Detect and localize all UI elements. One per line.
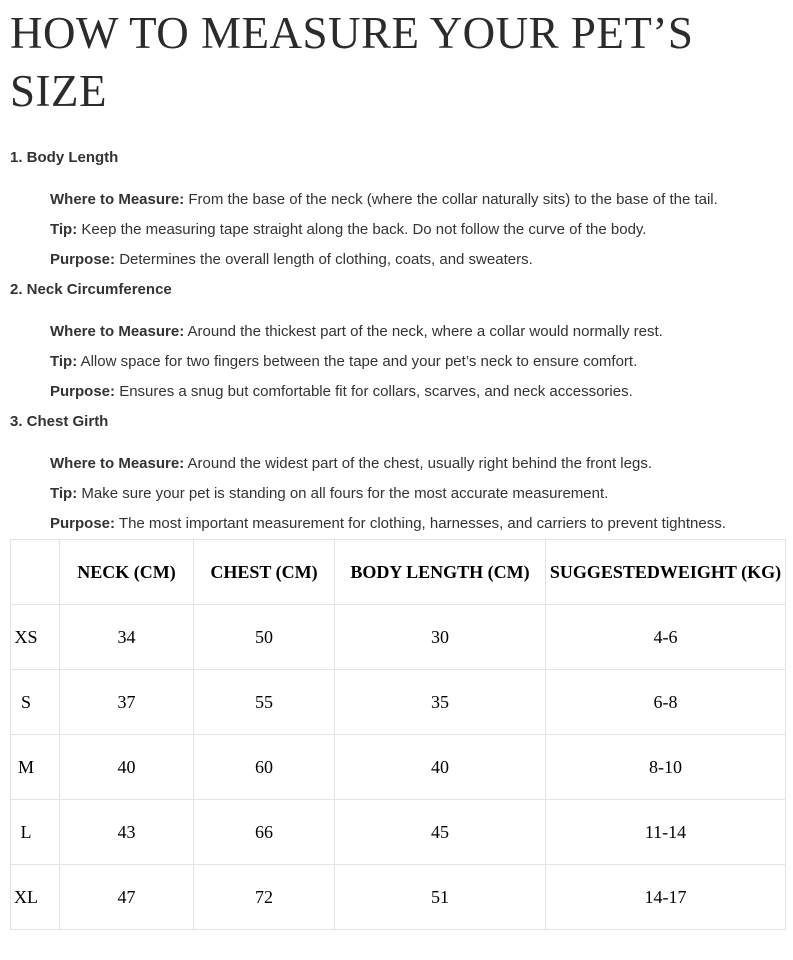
section-heading: 3. Chest Girth [10,413,109,430]
measurement-item-text [50,483,783,504]
measurement-item [50,453,783,474]
item-label: Purpose: [50,251,116,268]
size-row [11,670,786,735]
size-value: 45 [335,800,546,865]
section-item-list [10,189,783,270]
measurement-item-text [50,351,783,372]
item-label: Tip: [50,485,78,502]
size-row [11,735,786,800]
size-chart-body [11,605,786,930]
size-value: 34 [60,605,194,670]
measurement-item-text [50,219,783,240]
measurement-item [50,351,783,372]
size-row [11,865,786,930]
measurement-item-text [50,453,783,474]
column-header: BODY LENGTH (CM) [335,540,546,605]
item-label: Purpose: [50,515,116,532]
size-value: 37 [60,670,194,735]
item-description: Around the widest part of the chest, usually right behind the front legs. [187,455,652,472]
size-value: 60 [194,735,335,800]
size-value: 55 [194,670,335,735]
size-value: 11-14 [546,800,786,865]
size-label: M [11,735,60,800]
size-chart-table [10,539,786,930]
page-title: HOW TO MEASURE YOUR PET’S SIZE [10,8,694,116]
measurement-sections [10,147,783,534]
column-header: SUGGESTEDWEIGHT (KG) [546,540,786,605]
item-description: From the base of the neck (where the collar naturally sits) to the base of the tail. [188,191,718,208]
section-item-list [10,321,783,402]
measurement-item [50,219,783,240]
size-column-header-empty [11,540,60,605]
measurement-item [50,381,783,402]
item-description: Keep the measuring tape straight along the back. Do not follow the curve of the body. [81,221,647,238]
item-description: Ensures a snug but comfortable fit for collars, scarves, and neck accessories. [119,383,633,400]
size-label: L [11,800,60,865]
column-header: NECK (CM) [60,540,194,605]
size-value: 14-17 [546,865,786,930]
size-value: 51 [335,865,546,930]
size-value: 4-6 [546,605,786,670]
size-label: XL [11,865,60,930]
item-label: Purpose: [50,383,116,400]
item-description: Allow space for two fingers between the tape and your pet’s neck to ensure comfort. [80,353,638,370]
size-value: 40 [335,735,546,800]
item-description: Determines the overall length of clothing, coats, and sweaters. [119,251,533,268]
item-label: Where to Measure: [50,191,185,208]
size-value: 35 [335,670,546,735]
measurement-item [50,249,783,270]
measurement-item-text [50,513,783,534]
item-label: Tip: [50,221,78,238]
section-heading: 2. Neck Circumference [10,281,172,298]
measurement-item [50,189,783,210]
size-chart-header-row [11,540,786,605]
size-value: 72 [194,865,335,930]
column-header: CHEST (CM) [194,540,335,605]
item-description: Around the thickest part of the neck, where a collar would normally rest. [187,323,663,340]
item-description: The most important measurement for clothing, harnesses, and carriers to prevent tightness. [118,515,726,532]
size-value: 66 [194,800,335,865]
measurement-item-text [50,321,783,342]
measurement-item [50,483,783,504]
measurement-item [50,321,783,342]
section-item-list [10,453,783,534]
size-value: 47 [60,865,194,930]
item-label: Tip: [50,353,78,370]
size-label: S [11,670,60,735]
size-value: 43 [60,800,194,865]
size-value: 50 [194,605,335,670]
measurement-item-text [50,189,783,210]
size-value: 40 [60,735,194,800]
item-label: Where to Measure: [50,455,185,472]
measurement-item-text [50,249,783,270]
size-value: 30 [335,605,546,670]
size-row [11,605,786,670]
measurement-item-text [50,381,783,402]
item-label: Where to Measure: [50,323,185,340]
size-label: XS [11,605,60,670]
measurement-item [50,513,783,534]
size-value: 6-8 [546,670,786,735]
item-description: Make sure your pet is standing on all fours for the most accurate measurement. [81,485,609,502]
size-value: 8-10 [546,735,786,800]
section-heading: 1. Body Length [10,149,119,166]
size-row [11,800,786,865]
